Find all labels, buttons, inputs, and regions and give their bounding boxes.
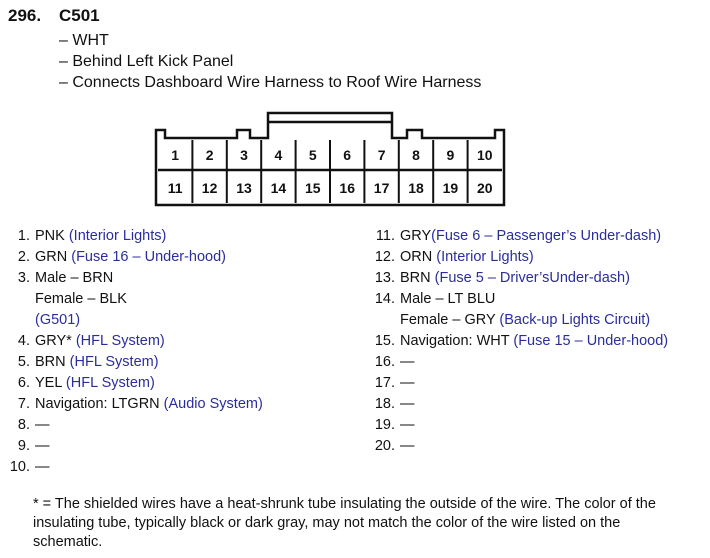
- connector-pin-18: 18: [408, 180, 424, 196]
- connector-pin-8: 8: [412, 147, 420, 163]
- pin-list-left: [0, 226, 340, 478]
- circuit-name: (HFL System): [65, 375, 155, 391]
- connector-pin-6: 6: [343, 147, 352, 163]
- wire-color: —: [400, 438, 415, 454]
- pin-number: 2.: [17, 249, 30, 265]
- footnote: * = The shielded wires have a heat-shrunk tube insulating the outside of the wire. The color of the insulating tube, typically black or dark gray, may not match the color of the wire listed on the schematic.: [33, 496, 656, 550]
- pin-description: [35, 436, 50, 457]
- wire-color: Male – LT BLU: [400, 291, 496, 307]
- connector-code: C501: [59, 6, 100, 25]
- pin-entry: [0, 226, 340, 247]
- pin-entry: [0, 373, 340, 394]
- pin-description: [400, 436, 415, 457]
- circuit-name: (Fuse 15 – Under-hood): [513, 333, 669, 349]
- pin-description: [400, 331, 668, 352]
- wire-color: GRN: [35, 249, 72, 265]
- pin-description: [400, 268, 630, 289]
- pin-list-right: [345, 226, 705, 457]
- pin-entry: [345, 226, 705, 247]
- pin-entry: [345, 268, 705, 289]
- wire-color: BRN: [35, 354, 70, 370]
- connector-pin-7: 7: [377, 147, 386, 163]
- circuit-name: (Back-up Lights Circuit): [499, 312, 651, 328]
- pin-number: 8.: [17, 417, 30, 433]
- pin-entry: [345, 415, 705, 436]
- pin-number: 1.: [17, 228, 30, 244]
- connector-pin-20: 20: [477, 180, 493, 196]
- connector-pin-15: 15: [305, 180, 321, 196]
- pin-entry: [345, 352, 705, 373]
- pin-description: [35, 226, 166, 247]
- wire-color: YEL: [35, 375, 66, 391]
- connector-diagram: [0, 0, 710, 220]
- pin-description: [35, 394, 263, 415]
- pin-number: 3.: [17, 270, 30, 286]
- pin-entry: [0, 415, 340, 436]
- pin-description: [400, 226, 661, 247]
- pin-entry: [0, 247, 340, 268]
- wire-color: —: [35, 438, 50, 454]
- connector-pin-10: 10: [477, 147, 493, 163]
- pin-description: [35, 457, 50, 478]
- pin-description: [35, 268, 113, 289]
- circuit-name: (Fuse 6 – Passenger’s Under-dash): [431, 228, 662, 244]
- pin-description: [35, 415, 50, 436]
- pin-number: 5.: [17, 354, 30, 370]
- wire-color: GRY: [400, 228, 432, 244]
- circuit-name: (Audio System): [163, 396, 263, 412]
- pin-entry: [345, 331, 705, 352]
- pin-entry: [345, 394, 705, 415]
- wire-color: —: [35, 417, 50, 433]
- pin-entry: [345, 436, 705, 457]
- wire-color: PNK: [35, 228, 69, 244]
- pin-number: 7.: [17, 396, 30, 412]
- pin-entry: [345, 373, 705, 394]
- connector-pin-9: 9: [446, 147, 455, 163]
- pin-description: [400, 289, 495, 310]
- circuit-name: (HFL System): [75, 333, 165, 349]
- pin-number: 15.: [374, 333, 395, 349]
- pin-number: 17.: [374, 375, 395, 391]
- pin-entry: [345, 289, 705, 310]
- note-color: – WHT: [59, 32, 109, 49]
- header-number: 296.: [8, 6, 42, 25]
- circuit-name: (Fuse 16 – Under-hood): [71, 249, 226, 265]
- pin-description: [400, 352, 415, 373]
- pin-description: [35, 352, 159, 373]
- connector-pin-5: 5: [308, 147, 317, 163]
- circuit-name: (Interior Lights): [436, 249, 534, 265]
- pin-entry: [0, 436, 340, 457]
- note-location: – Behind Left Kick Panel: [59, 53, 234, 70]
- connector-pin-4: 4: [274, 147, 283, 163]
- pin-number: 9.: [17, 438, 30, 454]
- pin-number: 19.: [374, 417, 395, 433]
- pin-number: 12.: [374, 249, 395, 265]
- wire-color: Male – BRN: [35, 270, 114, 286]
- connector-pin-17: 17: [373, 180, 390, 196]
- wire-color: —: [400, 396, 415, 412]
- wire-color: —: [400, 417, 415, 433]
- wire-color: Navigation: WHT: [400, 333, 514, 349]
- pin-number: 4.: [17, 333, 30, 349]
- pin-number: 11.: [375, 228, 395, 244]
- wire-color: BRN: [400, 270, 435, 286]
- pin-description: [400, 247, 534, 268]
- pin-description: [400, 394, 415, 415]
- pin-description: [35, 247, 226, 268]
- pin-entry: [345, 247, 705, 268]
- connector-pin-13: 13: [236, 180, 252, 196]
- pin-number: 6.: [17, 375, 30, 391]
- wire-color: —: [400, 354, 415, 370]
- pin-description: [400, 373, 415, 394]
- connector-pin-14: 14: [270, 180, 287, 196]
- connector-pin-16: 16: [339, 180, 355, 196]
- pin-entry: [0, 394, 340, 415]
- connector-pin-12: 12: [201, 180, 218, 196]
- wire-color: —: [35, 459, 50, 475]
- pin-description: [35, 331, 165, 352]
- pin-number: 13.: [374, 270, 395, 286]
- connector-pin-3: 3: [240, 147, 248, 163]
- connector-pin-1: 1: [171, 147, 180, 163]
- pin-number: 16.: [374, 354, 395, 370]
- pin-entry: [0, 352, 340, 373]
- connector-pin-2: 2: [205, 147, 214, 163]
- pin-number: 20.: [374, 438, 395, 454]
- circuit-name: (Interior Lights): [68, 228, 167, 244]
- wire-color: Navigation: LTGRN: [35, 396, 164, 412]
- wire-color-female: Female – BLK: [35, 291, 127, 307]
- note-connects: – Connects Dashboard Wire Harness to Roof Wire Harness: [59, 74, 482, 91]
- wire-color-female: Female – GRY: [400, 312, 500, 328]
- wire-color: —: [400, 375, 415, 391]
- pin-number: 18.: [374, 396, 395, 412]
- circuit-name: (G501): [35, 312, 81, 328]
- wire-color: GRY*: [35, 333, 76, 349]
- connector-pin-11: 11: [167, 180, 183, 196]
- pin-entry: [0, 331, 340, 352]
- circuit-name: (Fuse 5 – Driver’sUnder-dash): [434, 270, 630, 286]
- connector-pin-19: 19: [442, 180, 459, 196]
- pin-number: 10.: [9, 459, 30, 475]
- pin-number: 14.: [374, 291, 395, 307]
- circuit-name: (HFL System): [69, 354, 159, 370]
- pin-description: [400, 415, 415, 436]
- pin-entry: [0, 457, 340, 478]
- pin-entry: [0, 268, 340, 289]
- wire-color: ORN: [400, 249, 437, 265]
- pin-description: [35, 373, 155, 394]
